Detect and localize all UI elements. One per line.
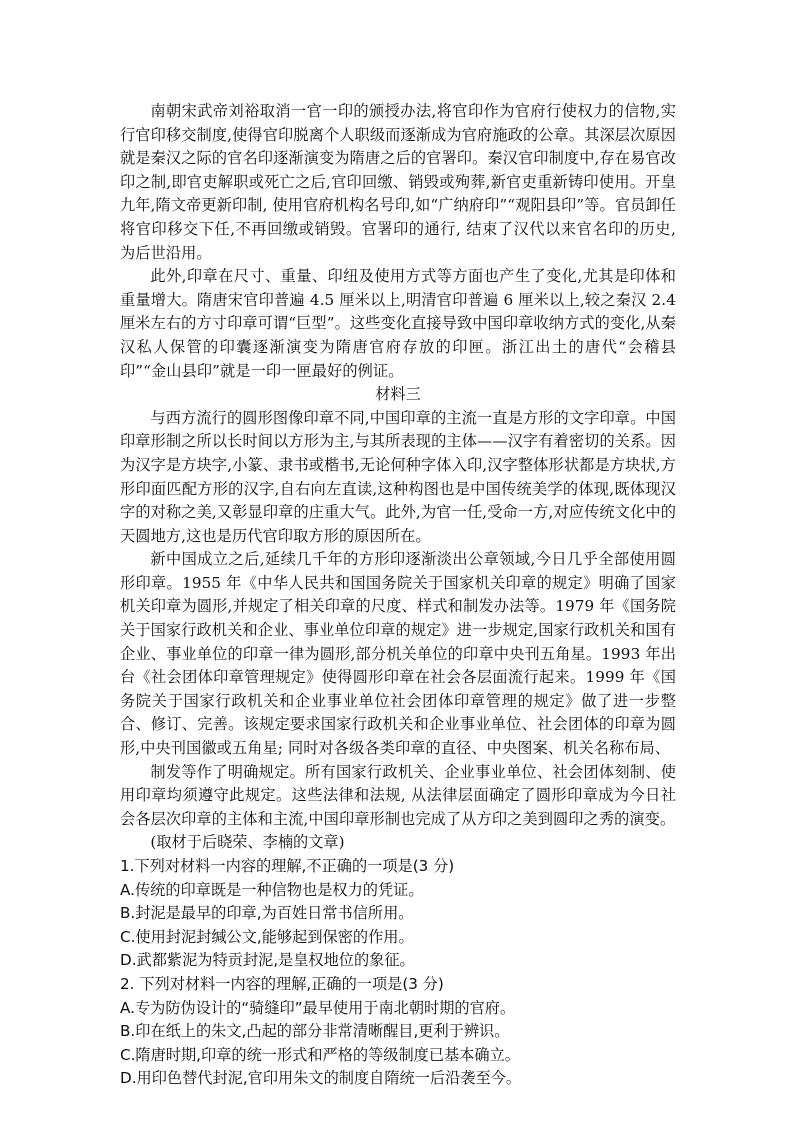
question-1: [120, 855, 676, 973]
option-d: D.武都紫泥为特贡封泥,是皇权地位的象征。: [120, 951, 415, 970]
option-a: A.专为防伪设计的“骑缝印”最早使用于南北朝时期的官府。: [120, 998, 516, 1017]
paragraph-1: 南朝宋武帝刘裕取消一官一印的颁授办法,将官印作为官府行使权力的信物,实行官印移交制度,使得官印脱离个人职级而逐渐成为官府施政的公章。其深层次原因就是秦汉之际的官名印逐渐演变为隋唐之后的官署印。秦汉官印制度中,存在易官改印之制,即官吏解职或死亡之后,官印回缴、销毁或殉葬,新官吏重新铸印使用。开皇九年,隋文帝更新印制, 使用官府机构名号印,如“广纳府印”“观阳县印”等。官员卸任将官印移交下任,不再回缴或销毁。官署印的通行, 结束了汉代以来官名印的历史, 为后世沿用。: [120, 102, 676, 262]
questions-section: [120, 855, 676, 1091]
question-stem: 2. 下列对材料一内容的理解,正确的一项是(3 分): [120, 974, 444, 993]
option-c: C.隋唐时期,印章的统一形式和严格的等级制度已基本确立。: [120, 1045, 520, 1064]
question-2: [120, 973, 676, 1091]
option-b: B.印在纸上的朱文,凸起的部分非常清晰醒目,更利于辨识。: [120, 1022, 510, 1041]
option-d: D.用印色替代封泥,官印用朱文的制度自隋统一后沿袭至今。: [120, 1069, 522, 1088]
paragraph-3: 与西方流行的圆形图像印章不同,中国印章的主流一直是方形的文字印章。中国印章形制之所以长时间以方形为主,与其所表现的主体——汉字有着密切的关系。因为汉字是方块字,小篆、隶书或楷书,无论何种字体入印,汉字整体形状都是方块状,方形印面匹配方形的汉字,自右向左直读,这种构图也是中国传统美学的体现,既体现汉字的对称之美,又彰显印章的庄重大气。此外,为官一任,受命一方,对应传统文化中的天圆地方,这也是历代官印取方形的原因所在。: [120, 408, 676, 545]
section-title: 材料三: [375, 385, 421, 404]
option-c: C.使用封泥封缄公文,能够起到保密的作用。: [120, 927, 414, 946]
option-a: A.传统的印章既是一种信物也是权力的凭证。: [120, 880, 424, 899]
paragraph-5: 制发等作了明确规定。所有国家行政机关、企业事业单位、社会团体刻制、使用印章均须遵守此规定。这些法律和法规, 从法律层面确定了圆形印章成为今日社会各层次印章的主体和主流,中国印章形制也完成了从方印之美到圆印之秀的演变。: [120, 762, 676, 828]
paragraph-2: 此外,印章在尺寸、重量、印纽及使用方式等方面也产生了变化,尤其是印体和重量增大。隋唐宋官印普遍 4.5 厘米以上,明清官印普遍 6 厘米以上,较之秦汉 2.4 厘米左右的方寸印章可谓“巨型”。这些变化直接导致中国印章收纳方式的变化,从秦汉私人保管的印囊逐渐演变为隋唐官府存放的印匣。浙江出土的唐代“会稽县印”“金山县印”就是一印一匣最好的例证。: [120, 267, 676, 380]
paragraph-4: 新中国成立之后,延续几千年的方形印逐渐淡出公章领域,今日几乎全部使用圆形印章。1955 年《中华人民共和国国务院关于国家机关印章的规定》明确了国家机关印章为圆形,并规定了相关印章的尺度、样式和制发办法等。1979 年《国务院关于国家行政机关和企业、事业单位印章的规定》进一步规定,国家行政机关和国有企业、事业单位的印章一律为圆形,部分机关单位的印章中央刊五角星。1993 年出台《社会团体印章管理规定》使得圆形印章在社会各层面流行起来。1999 年《国务院关于国家行政机关和企业事业单位社会团体印章管理的规定》做了进一步整合、修订、完善。该规定要求国家行政机关和企业事业单位、社会团体的印章为圆形,中央刊国徽或五角星; 同时对各级各类印章的直径、中央图案、机关名称布局、: [120, 550, 676, 758]
source-citation: (取材于后晓荣、李楠的文章): [150, 833, 345, 852]
document-page: [120, 100, 676, 1091]
option-b: B.封泥是最早的印章,为百姓日常书信所用。: [120, 904, 414, 923]
question-stem: 1.下列对材料一内容的理解,不正确的一项是(3 分): [120, 857, 455, 875]
